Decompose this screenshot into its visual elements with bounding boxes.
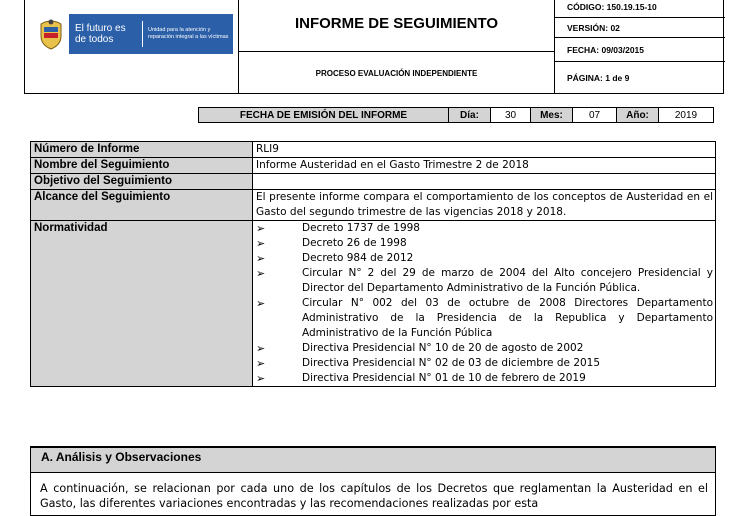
arrow-bullet-icon: ➢: [256, 372, 266, 385]
alcance-value: El presente informe compara el comportamiento de los conceptos de Austeridad en el Gasto del segundo trimestre de las vigencias 2018 y 2018.: [253, 190, 716, 221]
mes-label: Mes:: [531, 108, 573, 122]
info-table: [30, 141, 716, 387]
arrow-bullet-icon: ➢: [256, 267, 266, 280]
arrow-bullet-icon: ➢: [256, 342, 266, 355]
logo-subtext: Unidad para la atención y reparación integral a las víctimas: [148, 27, 229, 40]
fecha-field: FECHA: 09/03/2015: [555, 38, 725, 62]
table-row: [31, 142, 716, 158]
normatividad-list: [253, 221, 716, 387]
list-item: ➢ Decreto 1737 de 1998: [256, 222, 420, 235]
pagina-field: PÁGINA: 1 de 9: [567, 73, 630, 83]
list-item: ➢ Directiva Presidencial N° 01 de 10 de febrero de 2019: [256, 372, 586, 385]
arrow-bullet-icon: ➢: [256, 357, 266, 370]
mes-value: 07: [573, 108, 617, 122]
ano-label: Año:: [617, 108, 659, 122]
arrow-bullet-icon: ➢: [256, 252, 266, 265]
list-item: ➢ Circular N° 002 del 03 de octubre de 2008 Directores Departamento Administrativo de la Presidencia de la Republica y Departamento Administrativo de la Función Pública: [256, 297, 713, 339]
document-header: [24, 0, 724, 94]
emission-label: FECHA DE EMISIÓN DEL INFORME: [199, 108, 449, 122]
nombre-label: Nombre del Seguimiento: [31, 158, 253, 174]
alcance-label: Alcance del Seguimiento: [31, 190, 253, 221]
document-title: INFORME DE SEGUIMIENTO: [239, 0, 555, 52]
list-item: ➢ Directiva Presidencial N° 02 de 03 de diciembre de 2015: [256, 357, 601, 370]
table-row: [31, 190, 716, 221]
list-item: ➢ Decreto 26 de 1998: [256, 237, 407, 250]
table-row: [31, 221, 716, 387]
section-a-title: A. Análisis y Observaciones: [30, 447, 716, 473]
table-row: [31, 174, 716, 190]
coat-of-arms-icon: [33, 14, 69, 54]
codigo-field: CÓDIGO: 150.19.15-10: [555, 0, 725, 18]
logo-cell: [25, 0, 239, 94]
dia-label: Día:: [449, 108, 491, 122]
ano-value: 2019: [674, 109, 698, 121]
logo: [33, 14, 233, 54]
numero-value: RLI9: [253, 142, 716, 158]
list-item: ➢ Decreto 984 de 2012: [256, 252, 414, 265]
version-field: VERSIÓN: 02: [555, 18, 725, 38]
normatividad-label: Normatividad: [31, 221, 253, 387]
section-a-paragraph: A continuación, se relacionan por cada uno de los capítulos de los Decretos que reglamentan la Austeridad en el Gasto, las diferentes variaciones encontradas y las recomendaciones realizadas por esta: [40, 482, 708, 510]
list-item: ➢ Circular N° 2 del 29 de marzo de 2004 del Alto concejero Presidencial y Director del Departamento Administrativo de la Función Pública.: [256, 267, 713, 294]
arrow-bullet-icon: ➢: [256, 222, 266, 235]
arrow-bullet-icon: ➢: [256, 237, 266, 250]
logo-text: El futuro es de todos: [75, 23, 126, 45]
arrow-bullet-icon: ➢: [256, 297, 266, 310]
nombre-value: Informe Austeridad en el Gasto Trimestre 2 de 2018: [253, 158, 716, 174]
objetivo-value: [253, 174, 716, 190]
process-name: PROCESO EVALUACIÓN INDEPENDIENTE: [239, 52, 555, 94]
dia-value: 30: [491, 108, 531, 122]
list-item: ➢ Directiva Presidencial N° 10 de 20 de agosto de 2002: [256, 342, 584, 355]
numero-label: Número de Informe: [31, 142, 253, 158]
emission-date-row: [198, 107, 714, 123]
table-row: [31, 158, 716, 174]
objetivo-label: Objetivo del Seguimiento: [31, 174, 253, 190]
